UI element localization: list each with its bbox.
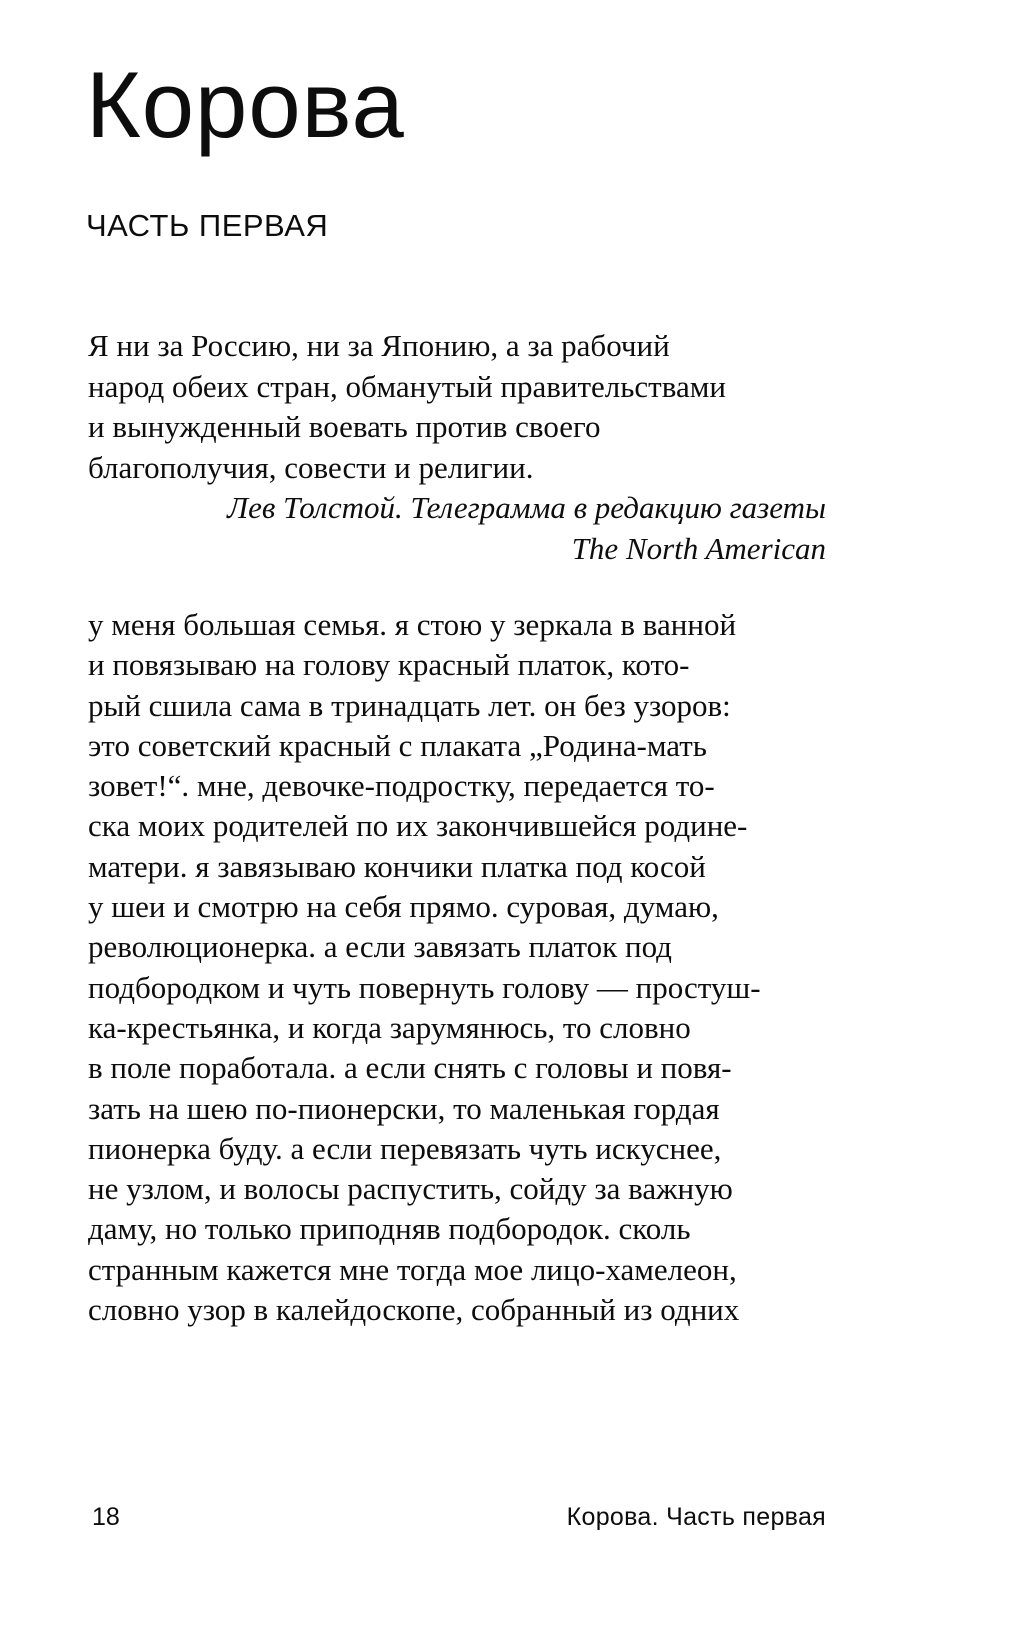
body-line: зовет!“. мне, девочке-подростку, передается то- <box>88 768 715 804</box>
body-line: ска моих родителей по их закончившейся родине- <box>88 808 748 844</box>
body-line: не узлом, и волосы распустить, сойду за важную <box>88 1171 733 1207</box>
epigraph-line: Я ни за Россию, ни за Японию, а за рабочий <box>88 328 670 363</box>
body-line: и повязываю на голову красный платок, кото- <box>88 647 690 683</box>
running-head: Корова. Часть первая <box>566 1503 826 1531</box>
page-number: 18 <box>92 1503 120 1531</box>
body-line: в поле поработала. а если снять с головы и повя- <box>88 1050 732 1086</box>
body-line: зать на шею по-пионерски, то маленькая гордая <box>88 1090 720 1126</box>
body-line: у шеи и смотрю на себя прямо. суровая, думаю, <box>88 889 719 925</box>
epigraph-attribution: Лев Толстой. Телеграмма в редакцию газеты <box>227 490 826 525</box>
body-line: странным кажется мне тогда мое лицо-хамелеон, <box>88 1251 737 1287</box>
epigraph <box>88 326 828 569</box>
part-label: ЧАСТЬ ПЕРВАЯ <box>86 208 329 243</box>
chapter-title: Корова <box>86 52 405 157</box>
epigraph-line: благополучия, совести и религии. <box>88 449 534 485</box>
epigraph-attribution-source: The North American <box>571 530 826 566</box>
body-line: подбородком и чуть повернуть голову — простуш- <box>88 969 761 1005</box>
epigraph-line: и вынужденный воевать против своего <box>88 409 601 444</box>
body-line: революционерка. а если завязать платок под <box>88 929 672 965</box>
body-line: даму, но только приподняв подбородок. сколь <box>88 1211 691 1247</box>
body-line: словно узор в калейдоскопе, собранный из одних <box>88 1292 740 1328</box>
body-line: пионерка буду. а если перевязать чуть искуснее, <box>88 1130 722 1166</box>
body-text <box>88 605 828 1330</box>
body-line: это советский красный с плаката „Родина-мать <box>88 727 707 763</box>
body-line: ка-крестьянка, и когда зарумянюсь, то словно <box>88 1009 691 1045</box>
body-line: матери. я завязываю кончики платка под косой <box>88 848 706 884</box>
body-line: у меня большая семья. я стою у зеркала в ванной <box>88 607 737 642</box>
body-line: рый сшила сама в тринадцать лет. он без узоров: <box>88 687 731 723</box>
epigraph-line: народ обеих стран, обманутый правительствами <box>88 368 726 404</box>
page-footer <box>88 1505 828 1545</box>
